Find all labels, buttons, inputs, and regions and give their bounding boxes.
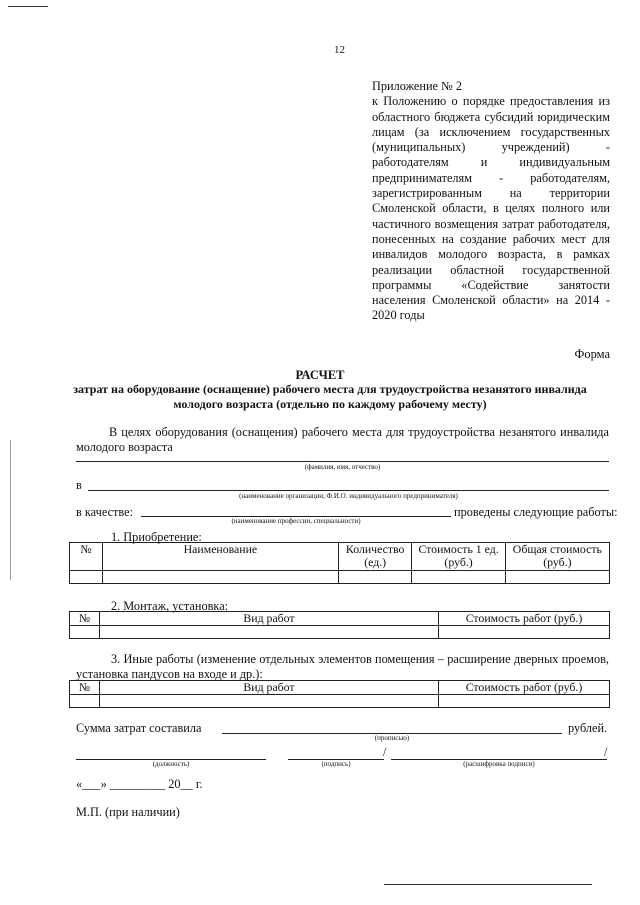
table-cell[interactable] xyxy=(412,571,505,584)
in-label: в xyxy=(76,478,82,492)
col-name: Наименование xyxy=(102,543,338,571)
top-corner-mark xyxy=(8,6,48,7)
margin-rule xyxy=(10,440,11,580)
table-cell[interactable] xyxy=(439,626,610,639)
col-number: № xyxy=(70,612,100,626)
table-cell[interactable] xyxy=(102,571,338,584)
table-row xyxy=(70,626,610,639)
appendix-title: Приложение № 2 xyxy=(372,79,463,93)
profession-caption: (наименование профессии, специальности) xyxy=(231,517,361,525)
page-number: 12 xyxy=(334,44,345,56)
stamp-label: М.П. (при наличии) xyxy=(76,805,180,819)
table-row xyxy=(70,695,610,708)
appendix-block xyxy=(372,79,610,324)
table-cell[interactable] xyxy=(70,695,100,708)
table-cell[interactable] xyxy=(439,695,610,708)
slash-separator: / xyxy=(383,745,387,759)
date-field[interactable]: «___» _________ 20__ г. xyxy=(76,777,203,791)
works-done-label: проведены следующие работы: xyxy=(454,505,618,519)
table-header-row xyxy=(70,612,610,626)
table-cell[interactable] xyxy=(70,571,103,584)
col-work-cost: Стоимость работ (руб.) xyxy=(439,681,610,695)
table-cell[interactable] xyxy=(100,626,439,639)
signature-caption: (подпись) xyxy=(321,760,351,768)
table-header-row xyxy=(70,681,610,695)
col-work-cost: Стоимость работ (руб.) xyxy=(439,612,610,626)
section-1-heading: 1. Приобретение: xyxy=(111,530,202,544)
table-cell[interactable] xyxy=(505,571,609,584)
col-quantity: Количество (ед.) xyxy=(338,543,412,571)
installation-table xyxy=(69,611,610,639)
fio-field-line[interactable] xyxy=(76,461,609,462)
intro-text: В целях оборудования (оснащения) рабочего места для трудоустройства незанятого инвалида молодого возраста xyxy=(76,425,609,454)
col-work-type: Вид работ xyxy=(100,681,439,695)
col-number: № xyxy=(70,543,103,571)
table-cell[interactable] xyxy=(338,571,412,584)
table-header-row xyxy=(70,543,610,571)
table-cell[interactable] xyxy=(70,626,100,639)
document-title: РАСЧЕТ xyxy=(295,368,345,382)
document-subtitle: затрат на оборудование (оснащение) рабочего места для трудоустройства незанятого инвалида молодого возраста (отдельно по каждому рабочему месту) xyxy=(73,382,587,411)
form-label: Форма xyxy=(574,347,610,361)
col-total-cost: Общая стоимость (руб.) xyxy=(505,543,609,571)
slash-separator-end: / xyxy=(604,745,608,759)
bottom-rule xyxy=(384,884,592,885)
sum-label: Сумма затрат составила xyxy=(76,721,202,735)
table-row xyxy=(70,571,610,584)
position-caption: (должность) xyxy=(152,760,190,768)
as-label: в качестве: xyxy=(76,505,134,519)
purchase-table xyxy=(69,542,610,584)
section-3-heading: 3. Иные работы (изменение отдельных элементов помещения – расширение дверных проемов, установка пандусов на входе и др.): xyxy=(76,652,609,681)
section-2-heading: 2. Монтаж, установка: xyxy=(111,599,229,613)
decoding-caption: (расшифровка подписи) xyxy=(463,760,535,768)
col-work-type: Вид работ xyxy=(100,612,439,626)
appendix-text: к Положению о порядке предоставления из областного бюджета субсидий юридическим лицам (за исключением государственных (муниципальных) учреждений) - работодателям и индивидуальным предпринимателям - работодателям, зарегистрированным на территории Смоленской области, в целях полного или частичного возмещения затрат работодателя, понесенных на создание рабочих мест для инвалидов молодого возраста, в рамках реализации областной государственной программы «Содействие занятости населения Смоленской области» на 2014 - 2020 годы xyxy=(372,94,610,323)
rubles-label: рублей. xyxy=(568,721,608,735)
in-words-caption: (прописью) xyxy=(374,734,410,742)
col-number: № xyxy=(70,681,100,695)
table-cell[interactable] xyxy=(100,695,439,708)
other-works-table xyxy=(69,680,610,708)
col-unit-cost: Стоимость 1 ед. (руб.) xyxy=(412,543,505,571)
organization-caption: (наименование организации, Ф.И.О. индивидуального предпринимателя) xyxy=(239,492,458,500)
fio-caption: (фамилия, имя, отчество) xyxy=(304,463,381,471)
organization-field-line[interactable] xyxy=(88,490,609,491)
